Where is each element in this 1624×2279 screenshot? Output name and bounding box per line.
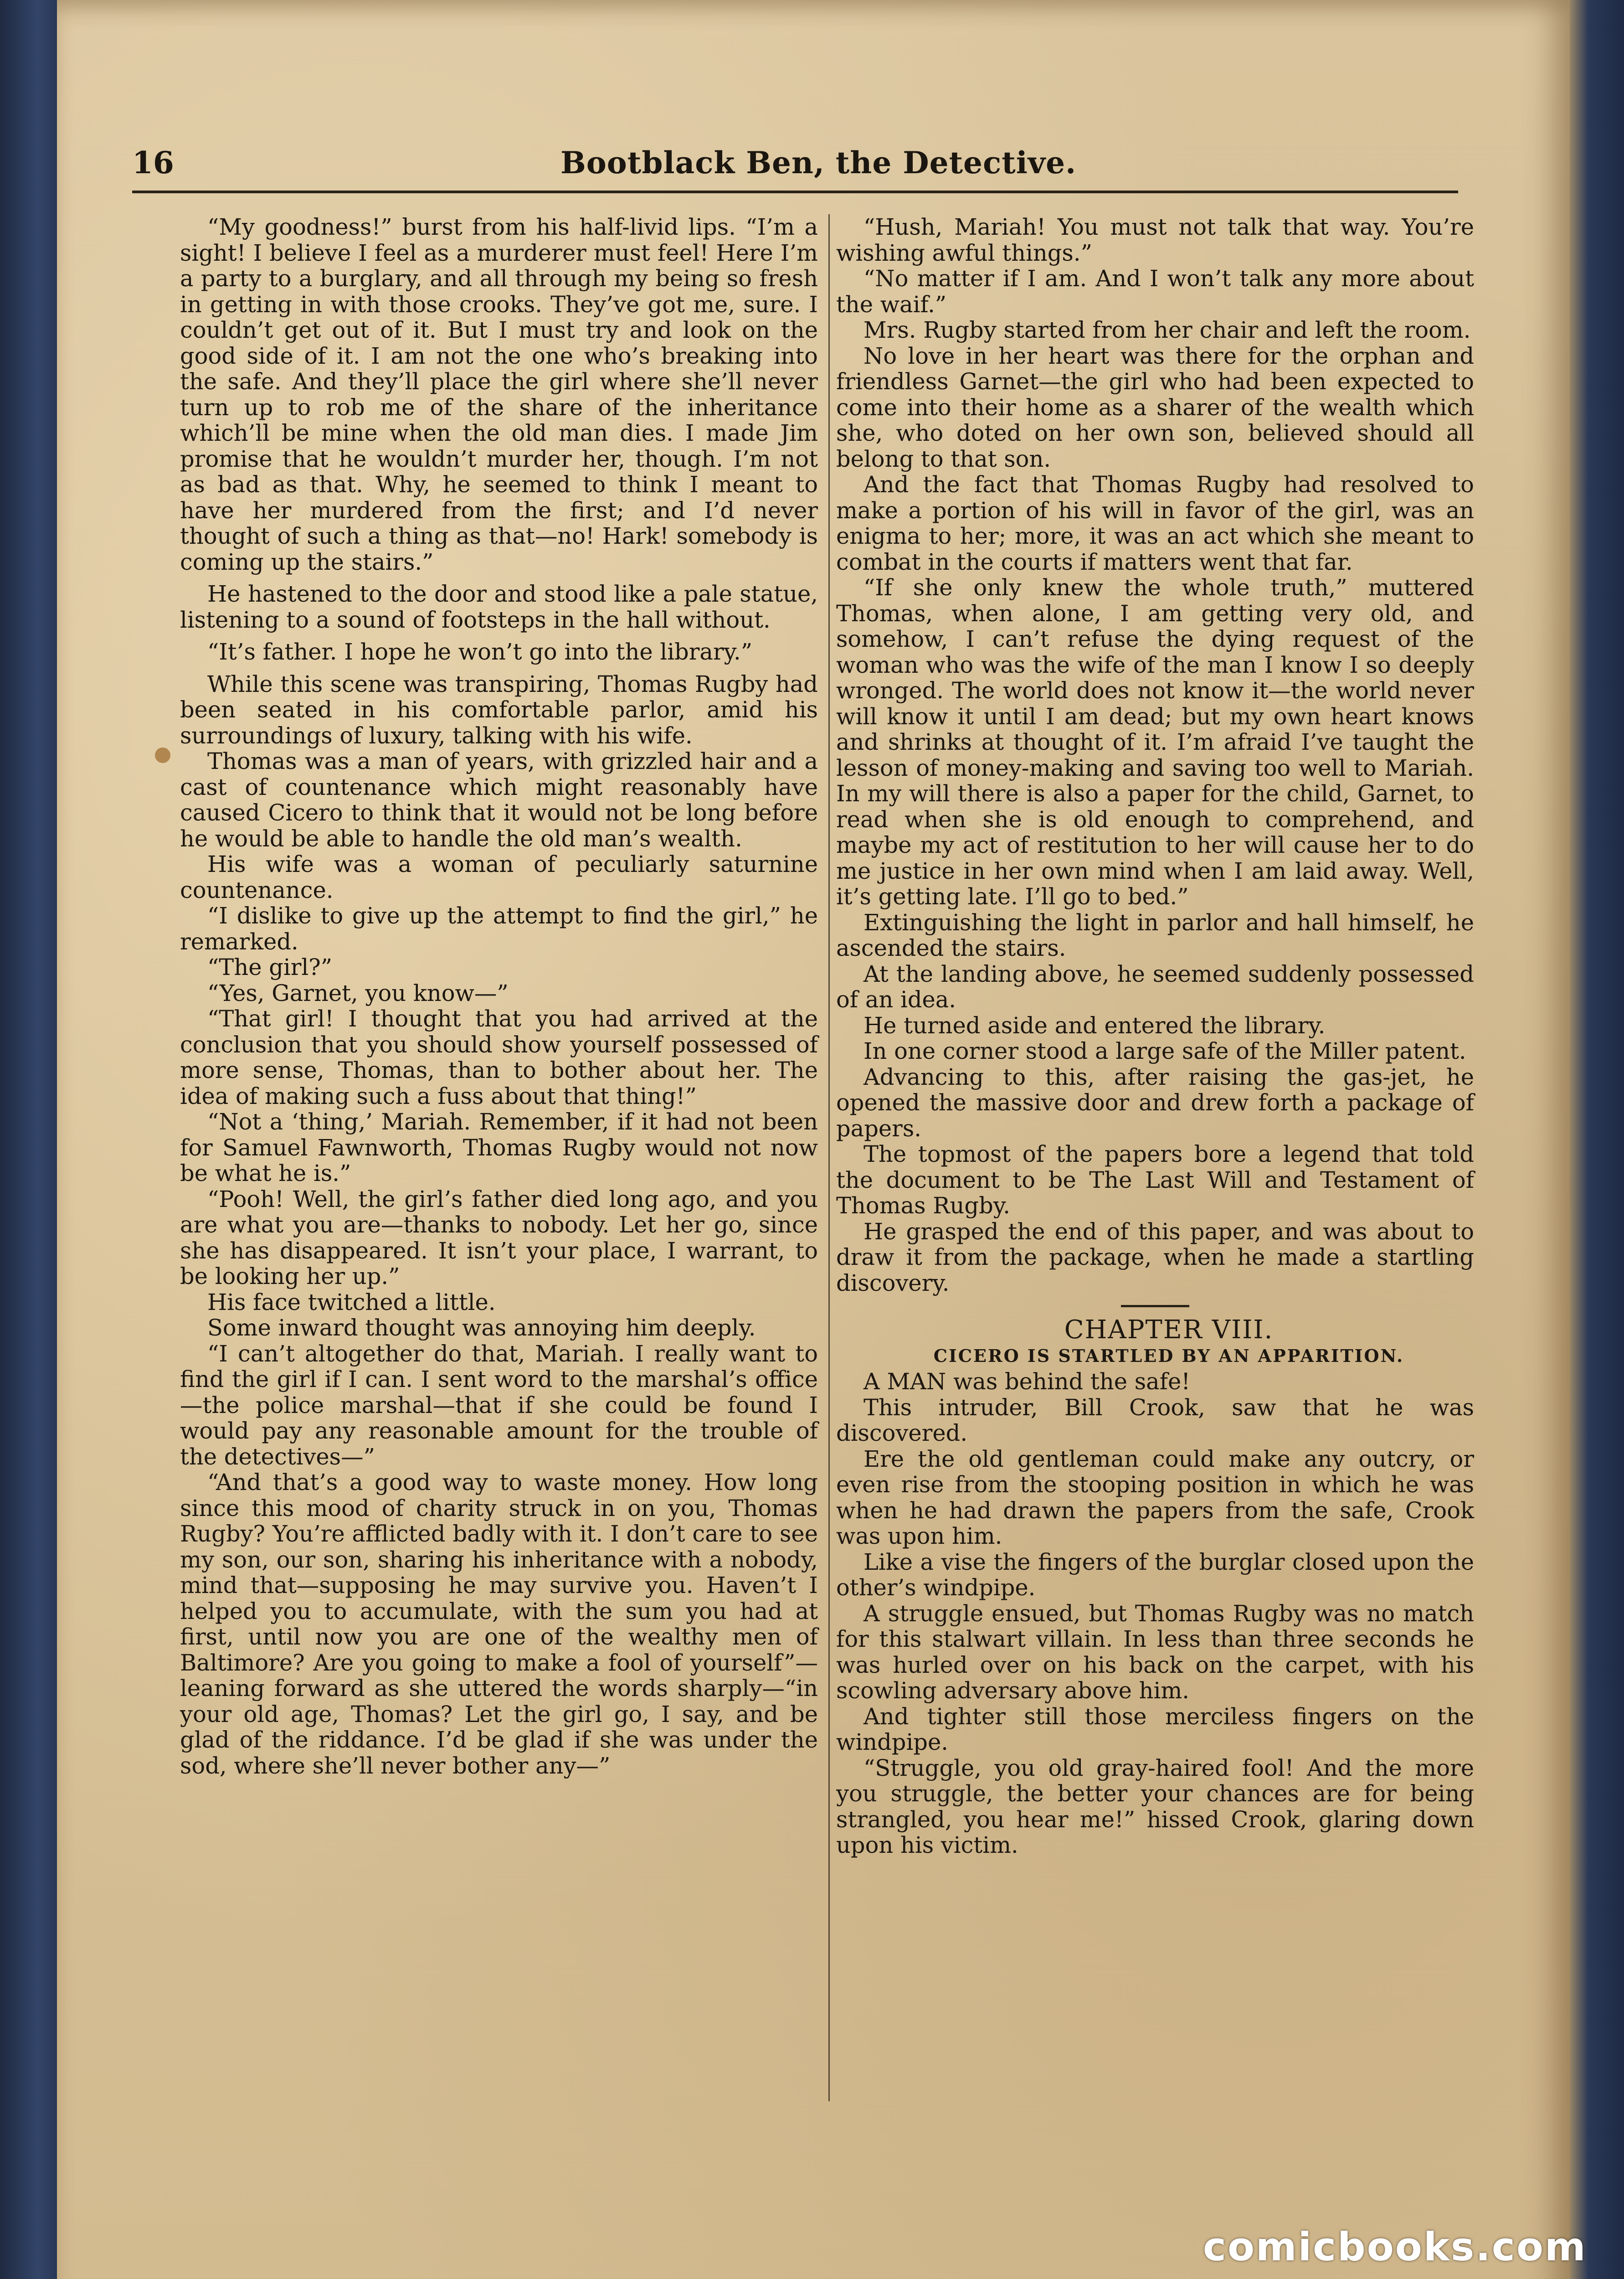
paragraph: Advancing to this, after raising the gas-jet, he opened the massive door and drew forth a package of papers.	[836, 1063, 1474, 1142]
paragraph: A struggle ensued, but Thomas Rugby was no match for this stalwart villain. In less than three seconds he was hurled over on his back on the carpet, with his scowling adversary above him.	[836, 1600, 1474, 1704]
background-right-edge	[1565, 0, 1624, 2279]
paragraph: “And that’s a good way to waste money. How long since this mood of charity struck in on you, Thomas Rugby? You’re afflicted badly with it. I don’t care to see my son, our son, sharing his inheritance with a nobody, mind that—supposing he may survive you. Haven’t I helped you to accumulate, with the sum you had at first, until now you are one of the wealthy men of Baltimore? Are you going to make a fool of yourself”—leaning forward as she uttered the words sharply—“in your old age, Thomas? Let the girl go, I say, and be glad of the riddance. I’d be glad if she was under the sod, where she’ll never bother any—”	[180, 1469, 818, 1779]
page-header	[132, 145, 1454, 195]
paragraph: He hastened to the door and stood like a pale statue, listening to a sound of footsteps in the hall without.	[180, 581, 818, 633]
paragraph: Extinguishing the light in parlor and hall himself, he ascended the stairs.	[836, 909, 1474, 961]
paragraph: “It’s father. I hope he won’t go into the library.”	[207, 639, 753, 665]
page-number: 16	[132, 145, 174, 180]
paragraph: He turned aside and entered the library.	[863, 1012, 1326, 1039]
chapter-subtitle: CICERO IS STARTLED BY AN APPARITION.	[933, 1345, 1404, 1366]
paragraph: “If she only knew the whole truth,” muttered Thomas, when alone, I am getting very old, and somehow, I can’t refuse the dying request of the woman who was the wife of the man I know I so deeply wronged. The world does not know it—the world never will know it until I am dead; but my own heart knows and shrinks at thought of it. I’m afraid I’ve taught the lesson of money-making and saving too well to Mariah. In my will there is also a paper for the child, Garnet, to read when she is old enough to comprehend, and maybe my act of restitution to her will cause her to do me justice in her own mind when I am laid away. Well, it’s getting late. I’ll go to bed.”	[836, 574, 1474, 910]
paragraph: Mrs. Rugby started from her chair and left the room.	[863, 317, 1471, 343]
chapter-rule	[1121, 1305, 1189, 1307]
paragraph: “Not a ‘thing,’ Mariah. Remember, if it had not been for Samuel Fawnworth, Thomas Rugby would not now be what he is.”	[180, 1109, 818, 1186]
header-rule	[132, 191, 1458, 193]
paragraph: This intruder, Bill Crook, saw that he was discovered.	[836, 1394, 1474, 1446]
paragraph: “That girl! I thought that you had arrived at the conclusion that you should show yourself possessed of more sense, Thomas, than to bother about her. The idea of making such a fuss about that thing!”	[180, 1005, 818, 1109]
paragraph: While this scene was transpiring, Thomas Rugby had been seated in his comfortable parlor, amid his surroundings of luxury, talking with his wife.	[180, 670, 818, 749]
paragraph: “The girl?”	[207, 954, 333, 980]
paragraph: “Yes, Garnet, you know—”	[207, 980, 509, 1006]
left-column	[180, 214, 818, 1779]
paragraph: Thomas was a man of years, with grizzled hair and a cast of countenance which might reasonably have caused Cicero to think that it would not be long before he would be able to handle the old man’s wealth.	[180, 748, 818, 852]
paragraph: At the landing above, he seemed suddenly possessed of an idea.	[836, 960, 1474, 1013]
paragraph: Like a vise the fingers of the burglar closed upon the other’s windpipe.	[836, 1548, 1474, 1601]
paragraph: His wife was a woman of peculiarly saturnine countenance.	[180, 851, 818, 903]
paragraph: Some inward thought was annoying him deeply.	[207, 1315, 756, 1341]
paragraph: “I can’t altogether do that, Mariah. I really want to find the girl if I can. I sent word to the marshal’s office—the police marshal—that if she could be found I would pay any reasonable amount for the trouble of the detectives—”	[180, 1340, 818, 1470]
paragraph: Ere the old gentleman could make any outcry, or even rise from the stooping position in which he was when he had drawn the papers from the safe, Crook was upon him.	[836, 1445, 1474, 1549]
paragraph: In one corner stood a large safe of the Miller patent.	[863, 1038, 1466, 1064]
right-column	[836, 214, 1474, 1858]
paragraph: “Hush, Mariah! You must not talk that way. You’re wishing awful things.”	[836, 214, 1474, 266]
paragraph: And tighter still those merciless fingers on the windpipe.	[836, 1703, 1474, 1755]
paragraph: His face twitched a little.	[207, 1289, 496, 1315]
paragraph: No love in her heart was there for the orphan and friendless Garnet—the girl who had been expected to come into their home as a sharer of the wealth which she, who doted on her own son, believed should all belong to that son.	[836, 342, 1474, 472]
paragraph: “Struggle, you old gray-haired fool! And the more you struggle, the better your chances are for being strangled, you hear me!” hissed Crook, glaring down upon his victim.	[836, 1754, 1474, 1858]
column-divider	[828, 214, 830, 2101]
paragraph: “No matter if I am. And I won’t talk any more about the waif.”	[836, 265, 1474, 318]
paragraph: “I dislike to give up the attempt to find the girl,” he remarked.	[180, 902, 818, 955]
paper-stain	[155, 748, 170, 763]
paragraph: He grasped the end of this paper, and was about to draw it from the package, when he made a startling discovery.	[836, 1218, 1474, 1296]
paragraph: The topmost of the papers bore a legend that told the document to be The Last Will and Testament of Thomas Rugby.	[836, 1141, 1474, 1219]
running-title: Bootblack Ben, the Detective.	[560, 145, 1077, 180]
paragraph: “My goodness!” burst from his half-livid lips. “I’m a sight! I believe I feel as a murderer must feel! Here I’m a party to a burglary, and all through my being so fresh in getting in with those crooks. They’ve got me, sure. I couldn’t get out of it. But I must try and look on the good side of it. I am not the one who’s breaking into the safe. And they’ll place the girl where she’ll never turn up to rob me of the share of the inheritance which’ll be mine when the old man dies. I made Jim promise that he wouldn’t murder her, though. I’m not as bad as that. Why, he seemed to think I meant to have her murdered from the first; and I’d never thought of such a thing as that—no! Hark! somebody is coming up the stairs.”	[180, 214, 818, 575]
background-left-edge	[0, 0, 64, 2279]
watermark: comicbooks.com	[1203, 2224, 1587, 2270]
paragraph: “Pooh! Well, the girl’s father died long ago, and you are what you are—thanks to nobody. Let her go, since she has disappeared. It isn’t your place, I warrant, to be looking her up.”	[180, 1186, 818, 1289]
chapter-title: CHAPTER VIII.	[1064, 1315, 1274, 1345]
paragraph: A MAN was behind the safe!	[863, 1368, 1191, 1395]
paragraph: And the fact that Thomas Rugby had resolved to make a portion of his will in favor of the girl, was an enigma to her; more, it was an act which she meant to combat in the courts if matters went that far.	[836, 471, 1474, 575]
